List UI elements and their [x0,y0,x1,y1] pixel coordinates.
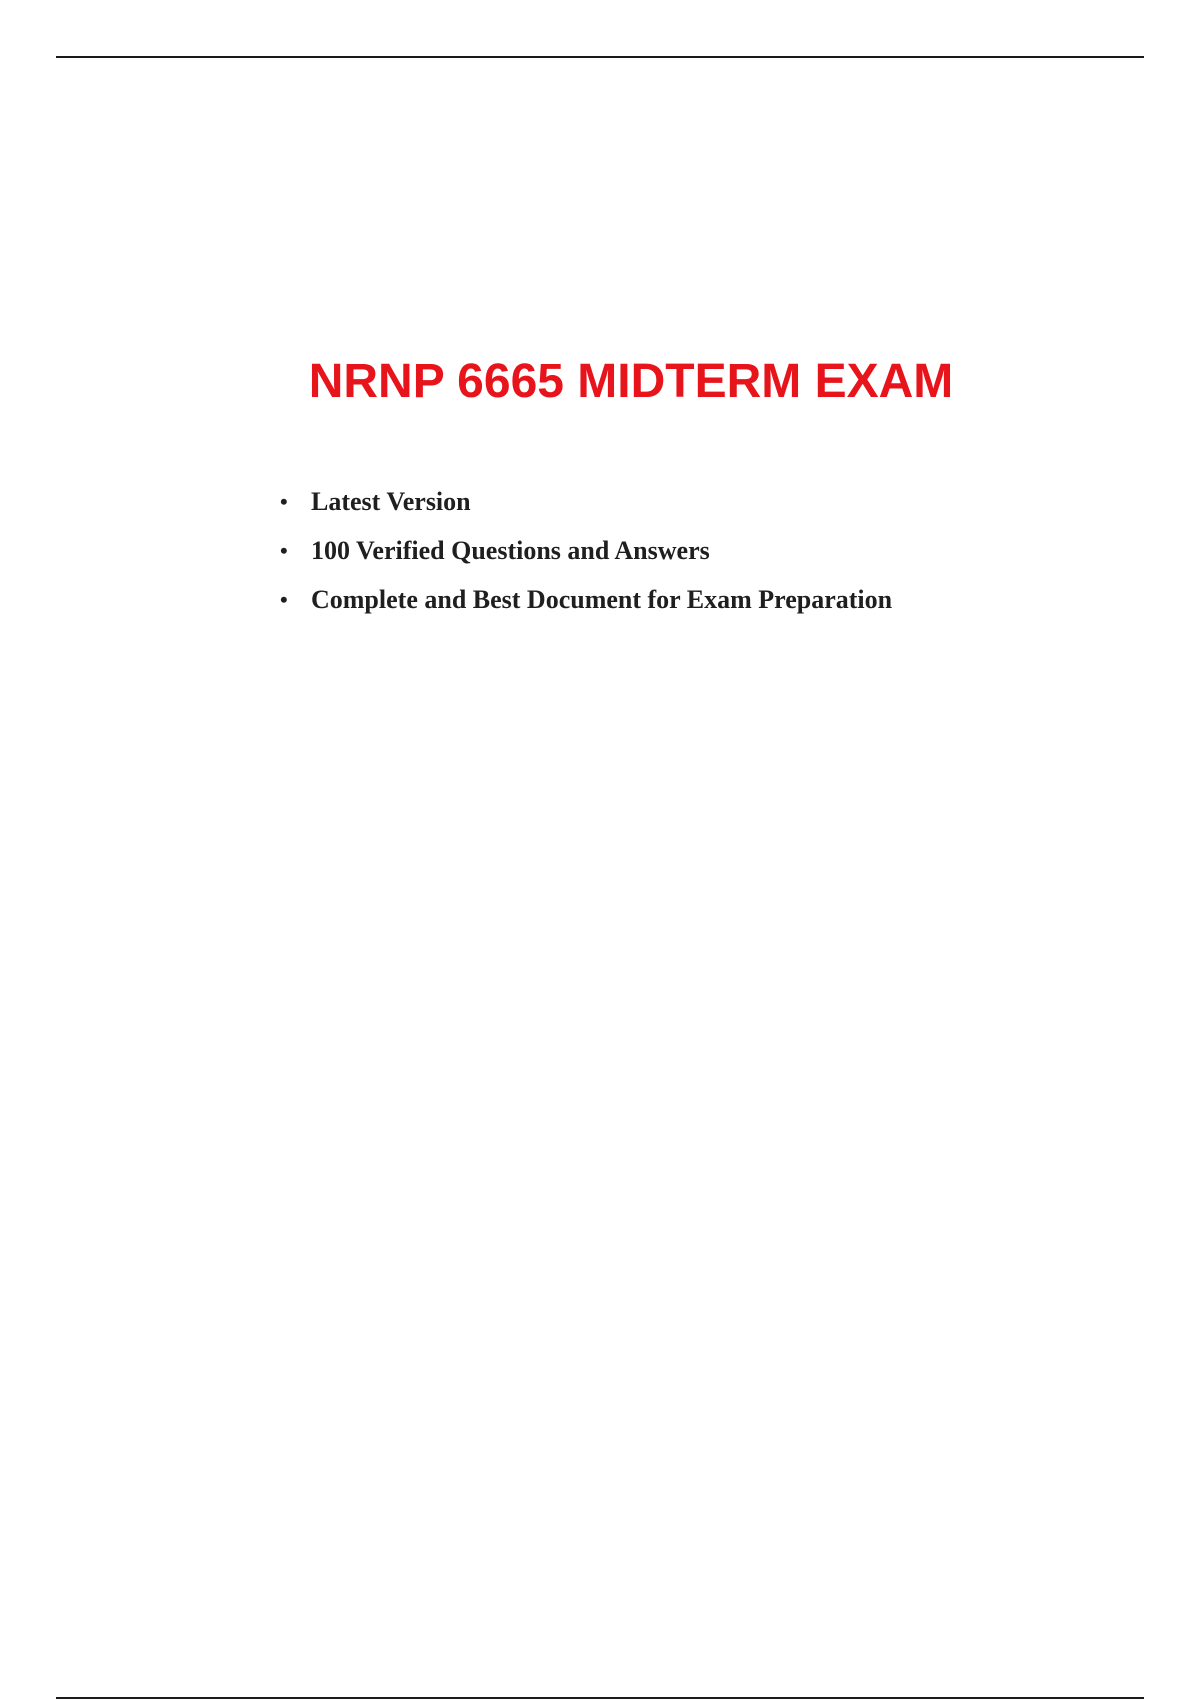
feature-list [280,477,1040,624]
feature-text: Complete and Best Document for Exam Preparation [311,584,893,614]
list-item [280,575,1040,624]
document-title: NRNP 6665 MIDTERM EXAM [308,355,954,408]
list-item [280,477,1040,526]
feature-text: 100 Verified Questions and Answers [311,535,710,565]
footer-rule [56,1697,1144,1699]
feature-text: Latest Version [311,486,471,516]
bullet-icon: • [280,488,288,514]
bullet-icon: • [280,586,288,612]
header-rule [56,56,1144,58]
list-item [280,526,1040,575]
bullet-icon: • [280,537,288,563]
